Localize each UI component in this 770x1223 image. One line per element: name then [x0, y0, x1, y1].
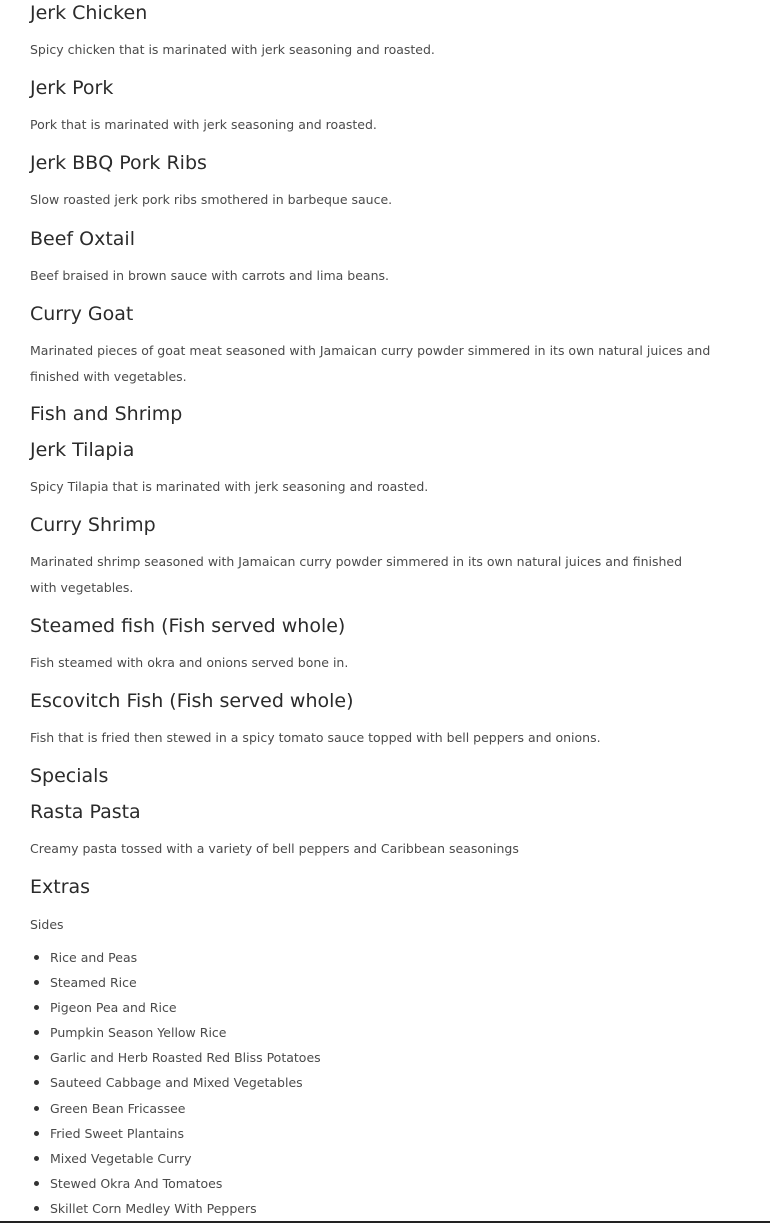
- menu-item-description: Fish steamed with okra and onions served bone in.: [30, 655, 349, 670]
- menu-item-description: Fish that is fried then stewed in a spicy tomato sauce topped with bell peppers and onions.: [30, 730, 601, 745]
- menu-item: [30, 688, 750, 751]
- bullet-icon: [34, 1156, 39, 1161]
- menu-item-description: Slow roasted jerk pork ribs smothered in barbeque sauce.: [30, 192, 393, 207]
- menu-item-title: Curry Goat: [30, 303, 134, 325]
- side-item-label: Pigeon Pea and Rice: [50, 1000, 177, 1016]
- side-item-label: Sauteed Cabbage and Mixed Vegetables: [50, 1075, 303, 1091]
- bullet-icon: [34, 980, 39, 985]
- menu-item-title: Curry Shrimp: [30, 514, 156, 536]
- side-item-label: Garlic and Herb Roasted Red Bliss Potatoes: [50, 1050, 321, 1066]
- list-item: [50, 995, 750, 1020]
- list-item: [50, 1070, 750, 1095]
- list-item: [50, 1045, 750, 1070]
- menu-item: [30, 613, 750, 676]
- menu-item-description: Spicy chicken that is marinated with jerk seasoning and roasted.: [30, 42, 435, 57]
- menu-item: [30, 75, 750, 138]
- menu-item-title: Jerk Chicken: [30, 2, 148, 24]
- side-item-label: Green Bean Fricassee: [50, 1100, 186, 1116]
- menu-item: [30, 799, 750, 862]
- menu-item-description: Spicy Tilapia that is marinated with jerk seasoning and roasted.: [30, 479, 429, 494]
- side-item-label: Stewed Okra And Tomatoes: [50, 1175, 223, 1191]
- list-item: [50, 1020, 750, 1045]
- menu-item-description: Marinated shrimp seasoned with Jamaican curry powder simmered in its own natural juices and finished with vegetables.: [30, 554, 683, 595]
- side-item-label: Steamed Rice: [50, 975, 137, 991]
- list-item: [50, 1121, 750, 1146]
- bullet-icon: [34, 1055, 39, 1060]
- list-item: [50, 1171, 750, 1196]
- bullet-icon: [34, 1106, 39, 1111]
- list-item: [50, 1146, 750, 1171]
- sides-label: Sides: [30, 917, 64, 932]
- menu-item: [30, 301, 750, 389]
- list-item: [50, 1096, 750, 1121]
- menu-item: [30, 150, 750, 213]
- menu-item-title: Rasta Pasta: [30, 801, 141, 823]
- list-item: [50, 1196, 750, 1221]
- menu-item: [30, 226, 750, 289]
- list-item: [50, 970, 750, 995]
- side-item-label: Pumpkin Season Yellow Rice: [50, 1025, 227, 1041]
- menu-item-description: Marinated pieces of goat meat seasoned with Jamaican curry powder simmered in its own natural juices and finished with vegetables.: [30, 343, 711, 384]
- menu-item-description: Pork that is marinated with jerk seasoning and roasted.: [30, 117, 377, 132]
- section-title-specials: Specials: [30, 765, 109, 787]
- menu-item: [30, 512, 750, 600]
- menu-item: [30, 437, 750, 500]
- bullet-icon: [34, 1030, 39, 1035]
- bullet-icon: [34, 955, 39, 960]
- side-item-label: Mixed Vegetable Curry: [50, 1150, 192, 1166]
- side-item-label: Rice and Peas: [50, 950, 138, 965]
- side-item-label: Fried Sweet Plantains: [50, 1125, 184, 1141]
- menu-item-title: Jerk BBQ Pork Ribs: [30, 152, 207, 174]
- section-title-fish: Fish and Shrimp: [30, 403, 183, 425]
- menu-item-title: Escovitch Fish (Fish served whole): [30, 690, 354, 712]
- section-title-extras: Extras: [30, 876, 91, 898]
- menu-item-title: Jerk Pork: [30, 77, 114, 99]
- menu-item-description: Beef braised in brown sauce with carrots and lima beans.: [30, 268, 389, 283]
- menu-item-description: Creamy pasta tossed with a variety of bell peppers and Caribbean seasonings: [30, 841, 519, 856]
- menu-item-title: Jerk Tilapia: [30, 439, 135, 461]
- bullet-icon: [34, 1005, 39, 1010]
- sides-list: [30, 945, 750, 1221]
- menu-item-title: Steamed fish (Fish served whole): [30, 615, 346, 637]
- bullet-icon: [34, 1206, 39, 1211]
- side-item-label: Skillet Corn Medley With Peppers: [50, 1200, 257, 1216]
- bullet-icon: [34, 1181, 39, 1186]
- bullet-icon: [34, 1131, 39, 1136]
- menu-item-title: Beef Oxtail: [30, 228, 135, 250]
- list-item: [50, 945, 750, 970]
- bullet-icon: [34, 1080, 39, 1085]
- menu-item: [30, 0, 750, 63]
